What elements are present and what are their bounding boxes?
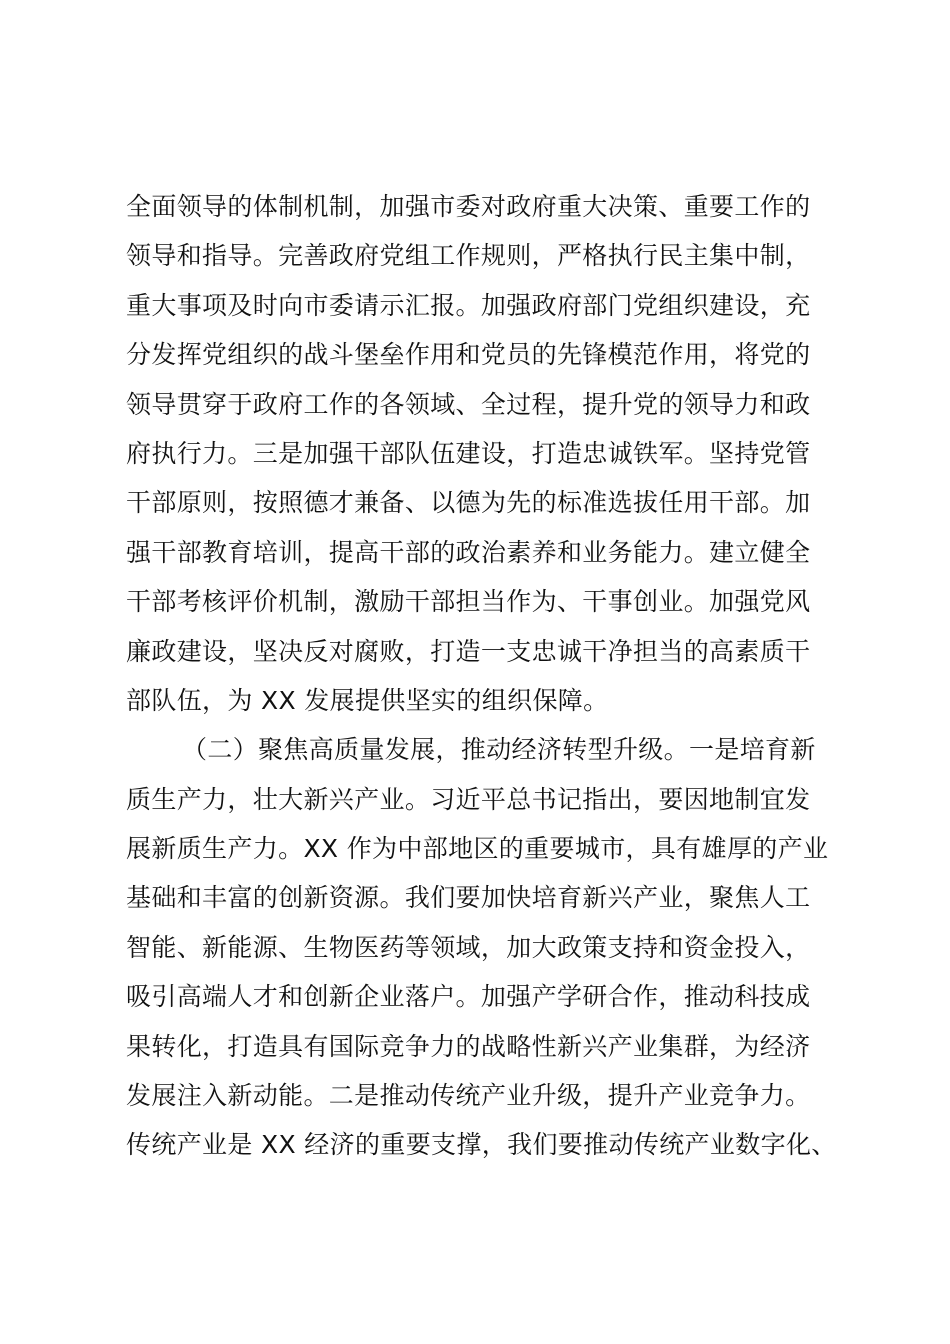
text-line: 传统产业是 XX 经济的重要支撑，我们要推动传统产业数字化、 <box>126 1130 837 1160</box>
text-line: 干部考核评价机制，激励干部担当作为、干事创业。加强党风 <box>126 587 811 617</box>
text-line: 重大事项及时向市委请示汇报。加强政府部门党组织建设，充 <box>126 290 811 320</box>
text-line: 分发挥党组织的战斗堡垒作用和党员的先锋模范作用，将党的 <box>126 340 811 370</box>
text-line: 干部原则，按照德才兼备、以德为先的标准选拔任用干部。加 <box>126 488 811 518</box>
text-line: 吸引高端人才和创新企业落户。加强产学研合作，推动科技成 <box>126 982 811 1012</box>
text-line: 领导和指导。完善政府党组工作规则，严格执行民主集中制， <box>126 241 811 271</box>
text-line: 智能、新能源、生物医药等领域，加大政策支持和资金投入， <box>126 932 811 962</box>
text-line: 发展注入新动能。二是推动传统产业升级，提升产业竞争力。 <box>126 1081 811 1111</box>
section-heading-line: （二）聚焦高质量发展，推动经济转型升级。一是培育新 <box>182 735 816 765</box>
body-text <box>126 182 846 1170</box>
text-line: 府执行力。三是加强干部队伍建设，打造忠诚铁军。坚持党管 <box>126 438 811 468</box>
text-line: 部队伍，为 XX 发展提供坚实的组织保障。 <box>126 685 609 715</box>
text-line: 廉政建设，坚决反对腐败，打造一支忠诚干净担当的高素质干 <box>126 636 811 666</box>
text-line: 展新质生产力。XX 作为中部地区的重要城市，具有雄厚的产业 <box>126 834 829 864</box>
text-line: 基础和丰富的创新资源。我们要加快培育新兴产业，聚焦人工 <box>126 883 811 913</box>
text-line: 领导贯穿于政府工作的各领域、全过程，提升党的领导力和政 <box>126 389 811 419</box>
text-line: 果转化，打造具有国际竞争力的战略性新兴产业集群，为经济 <box>126 1031 811 1061</box>
text-line: 质生产力，壮大新兴产业。习近平总书记指出，要因地制宜发 <box>126 784 811 814</box>
text-line: 强干部教育培训，提高干部的政治素养和业务能力。建立健全 <box>126 537 811 567</box>
text-line: 全面领导的体制机制，加强市委对政府重大决策、重要工作的 <box>126 192 811 221</box>
